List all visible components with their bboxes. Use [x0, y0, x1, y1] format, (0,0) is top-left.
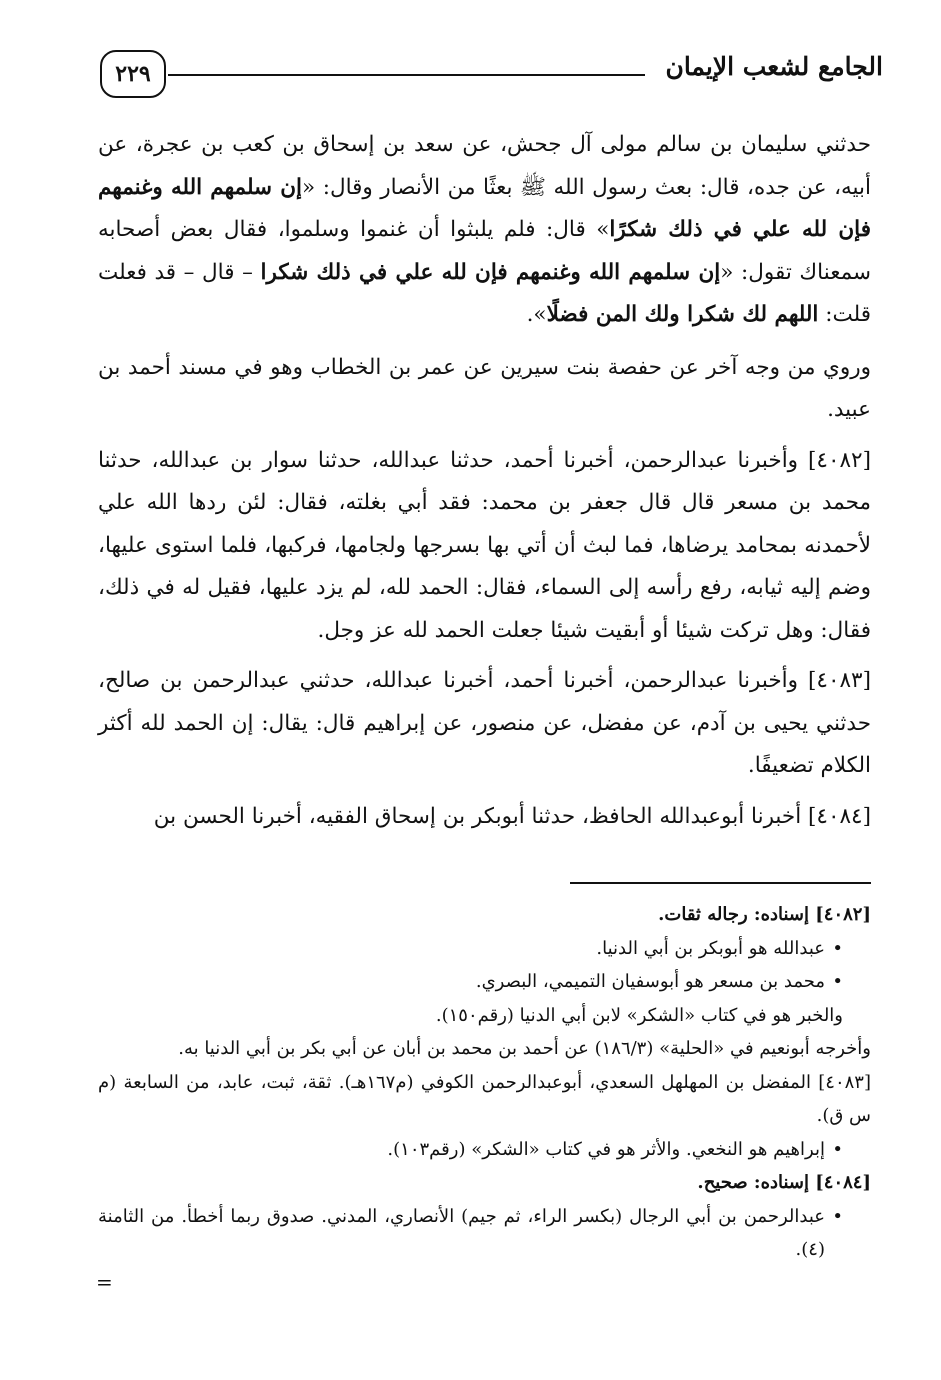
bullet-text: إبراهيم هو النخعي. والأثر هو في كتاب «الشكر» (رقم١٠٣). [387, 1138, 825, 1160]
footnote-label: [٤٠٨٤] إسناده: [753, 1172, 871, 1193]
footnote-4082-heading [98, 898, 871, 932]
bullet-text: عبدالله هو أبوبكر بن أبي الدنيا. [596, 937, 825, 959]
footnote-line: والخبر هو في كتاب «الشكر» لابن أبي الدنيا (رقم١٥٠). [435, 1004, 843, 1026]
footnote-bullet-item [98, 1200, 871, 1267]
bullet-text: عبدالرحمن بن أبي الرجال (بكسر الراء، ثم جيم) الأنصاري، المدني. صدوق ربما أخطأ. من الثامنة (٤). [98, 1205, 825, 1260]
footnote-4084-heading [98, 1166, 871, 1200]
paragraph-4083: [٤٠٨٣] وأخبرنا عبدالرحمن، أخبرنا أحمد، أخبرنا عبدالله، حدثني عبدالرحمن بن صالح، حدثني يحيى بن آدم، عن مفضل، عن منصور، عن إبراهيم قال: يقال: إن الحمد لله أكثر الكلام تضعيفًا. [98, 668, 871, 778]
bullet-text: محمد بن مسعر هو أبوسفيان التميمي، البصري. [475, 971, 825, 992]
footnote-line: وأخرجه أبونعيم في «الحلية» (١٨٦/٣) عن أحمد بن محمد بن أبان عن أبي بكر بن أبي الدنيا به. [178, 1038, 871, 1059]
paragraph-4084: [٤٠٨٤] أخبرنا أبوعبدالله الحافظ، حدثنا أبوبكر بن إسحاق الفقيه، أخبرنا الحسن بن [153, 803, 871, 829]
bullet-icon: • [832, 1205, 843, 1227]
text-run: حدثني سليمان بن سالم مولى آل جحش، عن سعد بن إسحاق بن كعب بن عجرة، عن أبيه، عن جده، قال: بعث رسول الله ﷺ بعثًا من الأنصار وقال: « [98, 132, 871, 200]
header-rule [168, 74, 645, 76]
footnote-4083: [٤٠٨٣] المفضل بن المهلهل السعدي، أبوعبدالرحمن الكوفي (م١٦٧هـ). ثقة، ثبت، عابد، من السابعة (م س ق). [98, 1071, 871, 1126]
main-text [98, 124, 871, 846]
paragraph-4082: [٤٠٨٢] وأخبرنا عبدالرحمن، أخبرنا أحمد، حدثنا عبدالله، حدثنا سوار بن عبدالله، حدثنا محمد بن مسعر قال قال جعفر بن محمد: فقد أبي بغلته، فقال: لئن ردها الله علي لأحمدنه بمحامد يرضاها، فما لبث أن أتي بها بسرجها ولجامها، فركبها، فلما استوى عليها، وضم إليه ثيابه، رفع رأسه إلى السماء، فقال: الحمد لله، لم يزد عليها، فقيل له في ذلك، فقال: وهل تركت شيئا أو أبقيت شيئا جعلت الحمد لله عز وجل. [98, 447, 871, 643]
bold-quote: إن سلمهم الله وغنمهم فإن لله علي في ذلك شكرًا [98, 174, 871, 242]
bullet-icon: • [832, 937, 843, 959]
paragraph-riwaya: وروي من وجه آخر عن حفصة بنت سيرين عن عمر بن الخطاب وهو في مسند أحمد بن عبيد. [98, 354, 871, 422]
footnote-separator [570, 882, 871, 884]
footnote-bullet-item [98, 932, 871, 966]
running-header-title: الجامع لشعب الإيمان [665, 52, 883, 81]
footnote-verdict: صحيح. [697, 1172, 754, 1193]
bullet-icon: • [832, 971, 843, 992]
footnote-bullet-item [98, 965, 871, 999]
footnote-label: [٤٠٨٢] إسناده: [753, 904, 871, 925]
text-run: ». [526, 302, 547, 327]
text-run: – قال – قد فعلت قلت: [98, 259, 871, 327]
footnote-verdict: رجاله ثقات. [658, 904, 754, 925]
bold-quote: إن سلمهم الله وغنمهم فإن لله علي في ذلك شكرا [260, 259, 721, 285]
page-number: ٢٢٩ [100, 50, 166, 98]
paragraph-hadith-continuation [98, 124, 871, 337]
bold-quote: اللهم لك شكرا ولك المن فضلًا [546, 302, 819, 327]
text-run: » قال: فلم يلبثوا أن غنموا وسلموا، فقال بعض أصحابه سمعناك تقول: « [98, 217, 872, 285]
bullet-icon: • [832, 1138, 843, 1160]
footnotes [98, 898, 871, 1267]
footnote-bullet-item [98, 1133, 871, 1167]
continuation-mark: = [96, 1270, 113, 1294]
